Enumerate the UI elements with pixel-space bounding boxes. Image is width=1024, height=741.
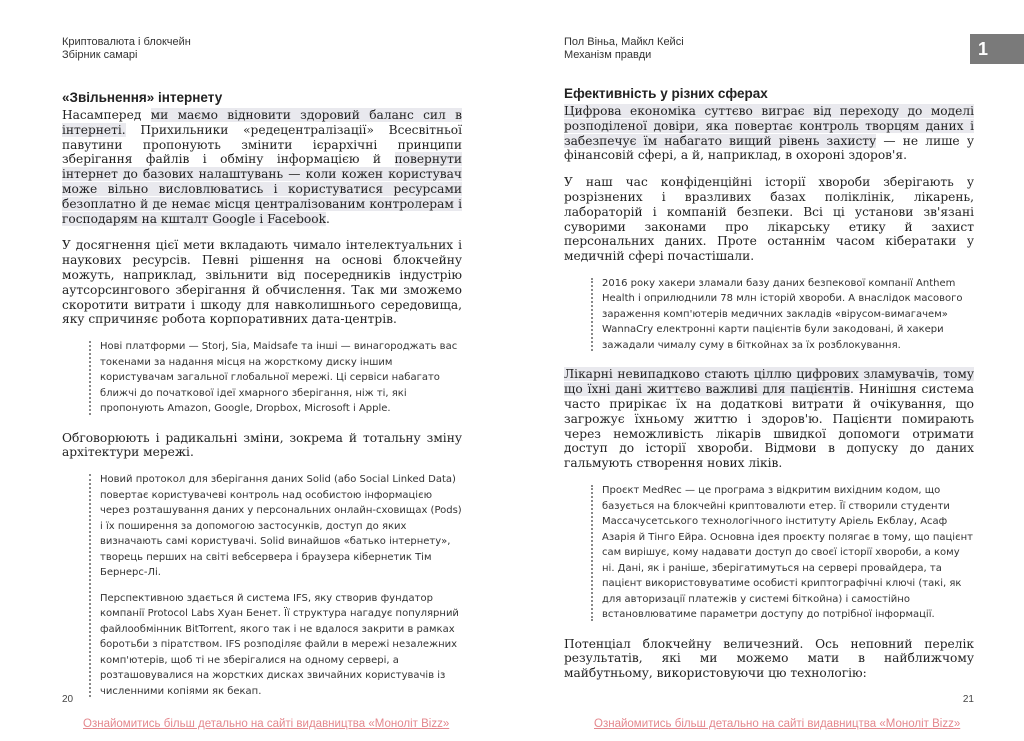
left-body: [62, 90, 462, 713]
quote-text: Новий протокол для зберігання даних Solid (або Social Linked Data) повертає користувачеві контроль над особистою інформацією через розташування даних у персональних онлайн-сховищах (Pods) і їх поширення за допомогою застосунків, доступ до яких визначають самі користувачі. Solid винайшов «батько інтернету», творець перших на світі вебсервера і браузера кібернетик Тім Бернерс-Лі.: [100, 474, 462, 579]
book-title: Криптовалюта і блокчейн: [62, 36, 191, 48]
right-page: [512, 0, 1024, 741]
aside-quote: [564, 483, 974, 623]
text-span: . Нинішня система часто прирікає їх на додаткові витрати й очікування, що загрожує їхньому життю і здоров'ю. Пацієнти помирають через неможливість лікарів швидкої допомоги отримати доступ до історії хвороби. Відмови в допуску до даних гальмують створення нових ліків.: [564, 382, 974, 471]
book-title: Механізм правди: [564, 49, 652, 61]
book-authors: Пол Віньа, Майкл Кейсі: [564, 36, 684, 48]
paragraph: [564, 367, 974, 471]
paragraph: У наш час конфіденційні історії хвороби зберігають у розрізнених і вразливих базах поліклінік, лікарень, лабораторій і компаній безпеки. Всі ці установи зв'язані суворими законами про лікарську етику й захист персональних даних. Проте останнім часом кібератаки у медичній сфері почастішали.: [564, 175, 974, 264]
publisher-link[interactable]: Ознайомитись більш детально на сайті видавництва «Моноліт Bizz»: [594, 718, 961, 730]
paragraph: [564, 104, 974, 163]
quote-text: 2016 року хакери зламали базу даних безпекової компанії Anthem Health і оприлюднили 78 млн історій хвороби. А внаслідок масового зараження комп'ютерів медичних закладів «вірусом-вимагачем» WannaCry електронні карти пацієнтів були закодовані, й хакери зажадали чималу суму в біткойнах за їх розблокування.: [602, 277, 963, 351]
text-span: — не лише у фінансовій сфері, а й, наприклад, в охороні здоров'я.: [564, 133, 974, 163]
chapter-tab: 1: [970, 34, 1024, 64]
book-subtitle: Збірник самарі: [62, 49, 138, 61]
publisher-link[interactable]: Ознайомитись більш детально на сайті видавництва «Моноліт Bizz»: [83, 718, 450, 730]
aside-quote: [62, 472, 462, 699]
paragraph: У досягнення цієї мети вкладають чимало інтелектуальних і наукових ресурсів. Певні рішення на основі блокчейну можуть, наприклад, звільнити від посередників індустрію аутсорсингового зберігання й обчислення. Так ми зможемо скоротити витрати і шкоду для навколишнього середовища, яку спричиняє робота корпоративних дата-центрів.: [62, 238, 462, 327]
highlight: Лікарні невипадково стають ціллю цифрових зламувачів, тому що їхні дані життєво важливі для пацієнтів: [564, 367, 974, 397]
quote-text: Нові платформи — Storj, Sia, Maidsafe та інші — винагороджать вас токенами за надання місця на жорсткому диску іншим користувачам загальної глобальної мережі. Ці сервіси набагато ближчі до початкової ідеї хмарного зберігання, ніж ті, які пропонують Amazon, Google, Dropbox, Microsoft і Apple.: [100, 341, 458, 415]
quote-text: Проєкт MedRec — це програма з відкритим вихідним кодом, що базується на блокчейні криптовалюти етер. Її створили студенти Массачусетського технологічного інституту Аріель Екблау, Асаф Азарія й Тінго Ейра. Основна ідея проєкту полягає в тому, що пацієнт сам вирішує, кому надавати доступ до своєї історії хвороби, а кому ні. Дані, як і раніше, зберігатимуться на сервері провайдера, та пацієнт використовуватиме особисті криптографічні ключі (такі, як для авторизації платежів у системі біткойна) і самостійно встановлюватиме параметри доступу до потрібної інформації.: [602, 485, 973, 621]
quote-text: Перспективною здається й система IFS, яку створив фундатор компанії Protocol Labs Хуан Бенет. Її структура нагадує популярний файлообмінник BitTorrent, якого так і не вдалося закрити в рамках боротьби з піратством. IFS розподіляє файли в мережі незалежних комп'ютерів, щоб ті не зберігалися на одному сервері, а розташовувалися на жорстких дисках звичайних користувачів із численними копіями як бекап.: [100, 592, 459, 697]
section-heading: «Звільнення» інтернету: [62, 90, 223, 105]
highlight: ми маємо відновити здоровий баланс сил в інтернеті.: [62, 108, 462, 137]
aside-quote: [62, 339, 462, 417]
paragraph: Обговорюють і радикальні зміни, зокрема й тотальну зміну архітектури мережі.: [62, 430, 462, 460]
highlight: Цифрова економіка суттєво виграє від переходу до моделі розподіленої довіри, яка повертає контроль творцям даних і забезпечує їм набагато вищий рівень захисту: [564, 104, 974, 148]
text-span: .: [325, 211, 330, 226]
paragraph: [62, 108, 462, 226]
highlight: повернути інтернет до базових налаштувань — коли кожен користувач може вільно висловлюватись і користуватися ресурсами безоплатно й де немає місця централізованим контролерам і господарям на кшталт Google і Facebook: [62, 152, 462, 226]
section-heading: Ефективність у різних сферах: [564, 86, 768, 101]
aside-quote: [564, 276, 974, 354]
running-header: [62, 36, 191, 62]
running-header: [564, 36, 684, 62]
text-span: Прихильники «редецентралізації» Всесвітньої павутини пропонують змінити ієрархічні принципи зберігання файлів і обміну інформацією й: [62, 122, 462, 167]
right-body: [564, 86, 974, 693]
page-number: 20: [62, 694, 74, 705]
text-span: Насамперед: [62, 108, 151, 122]
page-number: 21: [962, 694, 974, 705]
paragraph: Потенціал блокчейну величезний. Ось неповний перелік результатів, які ми можемо мати в найближчому майбутньому, використовуючи цю технологію:: [564, 636, 974, 681]
